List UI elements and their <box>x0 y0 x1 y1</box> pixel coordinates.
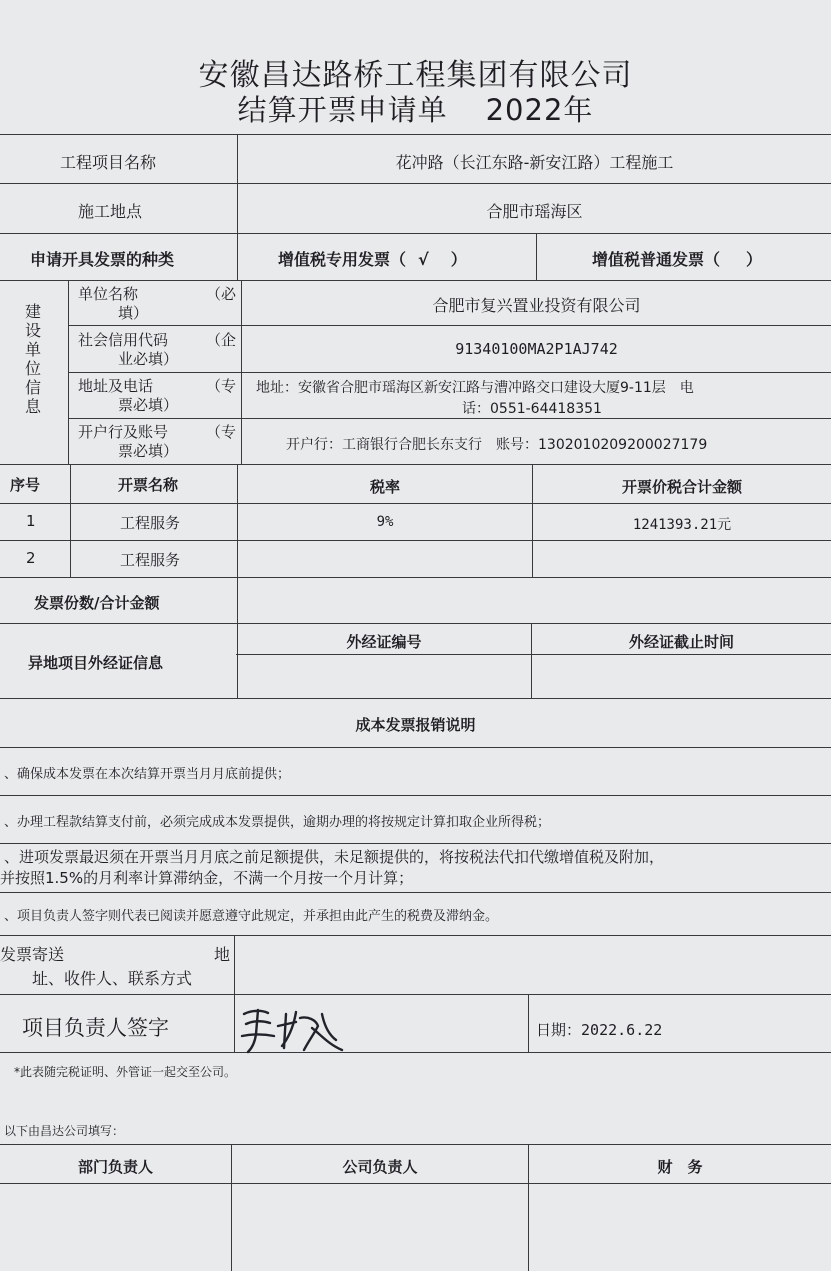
outside-cert-label: 异地项目外经证信息 <box>28 654 164 672</box>
location-label: 施工地点 <box>78 202 143 221</box>
row1-rate: 9% <box>376 514 394 530</box>
total-label: 发票份数/合计金额 <box>34 594 160 612</box>
cost-note-4: 、项目负责人签字则代表已阅读并愿意遵守此规定，并承担由此产生的税费及滞纳金。 <box>4 909 499 924</box>
mailing-label-line1-right: 地 <box>214 945 231 964</box>
cost-note-3-line1: 、进项发票最迟须在开票当月月底之前足额提供，未足额提供的，将按税法代扣代缴增值税及附加， <box>4 848 665 866</box>
checkmark-icon: √ <box>418 250 429 269</box>
address-note1: （专 <box>206 377 237 395</box>
finance-header: 财 务 <box>657 1158 703 1176</box>
col-header-amount: 开票价税合计金额 <box>621 478 742 496</box>
invoice-type-label: 申请开具发票的种类 <box>30 250 175 269</box>
bank-value: 开户行：工商银行合肥长东支行 账号：1302010209200027179 <box>286 437 708 453</box>
row1-no: 1 <box>26 512 36 530</box>
signature-label: 项目负责人签字 <box>22 1016 169 1040</box>
handwritten-signature <box>238 1004 348 1056</box>
row2-no: 2 <box>26 549 36 567</box>
col-header-rate: 税率 <box>369 478 400 496</box>
location-value: 合肥市瑶海区 <box>486 202 583 221</box>
row1-name: 工程服务 <box>120 514 181 532</box>
address-value-line2: 话：0551-64418351 <box>462 401 602 417</box>
credit-code-value: 91340100MA2P1AJ742 <box>455 340 618 358</box>
cost-note-2: 、办理工程款结算支付前，必须完成成本发票提供，逾期办理的将按规定计算扣取企业所得税； <box>4 815 551 830</box>
credit-code-note1: （企 <box>206 331 237 349</box>
project-name-value: 花冲路（长江东路-新安江路）工程施工 <box>395 153 674 172</box>
col-header-name: 开票名称 <box>118 476 179 494</box>
bank-note1: （专 <box>206 423 237 441</box>
date-label: 日期： <box>536 1021 582 1039</box>
special-invoice-label: 增值税专用发票（ <box>278 250 407 269</box>
date-value: 2022.6.22 <box>581 1021 663 1039</box>
credit-code-note2: 业必填） <box>118 350 179 368</box>
form-title <box>0 88 831 129</box>
ordinary-invoice-label: 增值税普通发票（ <box>592 250 721 269</box>
date-field <box>536 1019 662 1040</box>
unit-name-label: 单位名称 <box>78 285 139 303</box>
company-section-intro: 以下由昌达公司填写： <box>4 1124 125 1138</box>
builder-section-label: 建设单位信息 <box>24 302 41 416</box>
cost-note-3-line2: 并按照1.5%的月利率计算滞纳金，不满一个月按一个月计算； <box>0 869 414 887</box>
footnote: *此表随完税证明、外管证一起交至公司。 <box>14 1065 237 1079</box>
mailing-label-line1: 发票寄送 <box>0 945 65 964</box>
form-title-text: 结算开票申请单 <box>237 93 448 127</box>
credit-code-label: 社会信用代码 <box>78 331 169 349</box>
form-year: 2022年 <box>485 93 594 127</box>
special-invoice-option <box>278 247 467 270</box>
company-head-header: 公司负责人 <box>342 1158 418 1176</box>
unit-name-note2: 填） <box>118 304 149 322</box>
row2-name: 工程服务 <box>120 551 181 569</box>
address-label: 地址及电话 <box>78 377 154 395</box>
bank-note2: 票必填） <box>118 442 179 460</box>
company-name: 安徽昌达路桥工程集团有限公司 <box>198 58 633 93</box>
project-name-label: 工程项目名称 <box>60 153 157 172</box>
outside-cert-deadline-header: 外经证截止时间 <box>628 633 734 651</box>
address-note2: 票必填） <box>118 396 179 414</box>
ordinary-invoice-close: ） <box>746 250 763 269</box>
mailing-label-line2: 址、收件人、联系方式 <box>32 969 193 988</box>
special-invoice-close: ） <box>450 250 467 269</box>
ordinary-invoice-option <box>592 247 762 270</box>
bank-label: 开户行及账号 <box>78 423 169 441</box>
unit-name-note1: （必 <box>206 285 237 303</box>
col-header-no: 序号 <box>10 476 41 494</box>
outside-cert-number-header: 外经证编号 <box>346 633 422 651</box>
dept-head-header: 部门负责人 <box>77 1158 153 1176</box>
address-value-line1: 地址：安徽省合肥市瑶海区新安江路与漕冲路交口建设大厦9-11层 电 <box>256 380 694 396</box>
row1-amount: 1241393.21元 <box>632 517 732 533</box>
cost-note-1: 、确保成本发票在本次结算开票当月月底前提供； <box>4 767 291 782</box>
cost-notes-title: 成本发票报销说明 <box>355 716 476 734</box>
unit-name-value: 合肥市复兴置业投资有限公司 <box>432 296 641 315</box>
